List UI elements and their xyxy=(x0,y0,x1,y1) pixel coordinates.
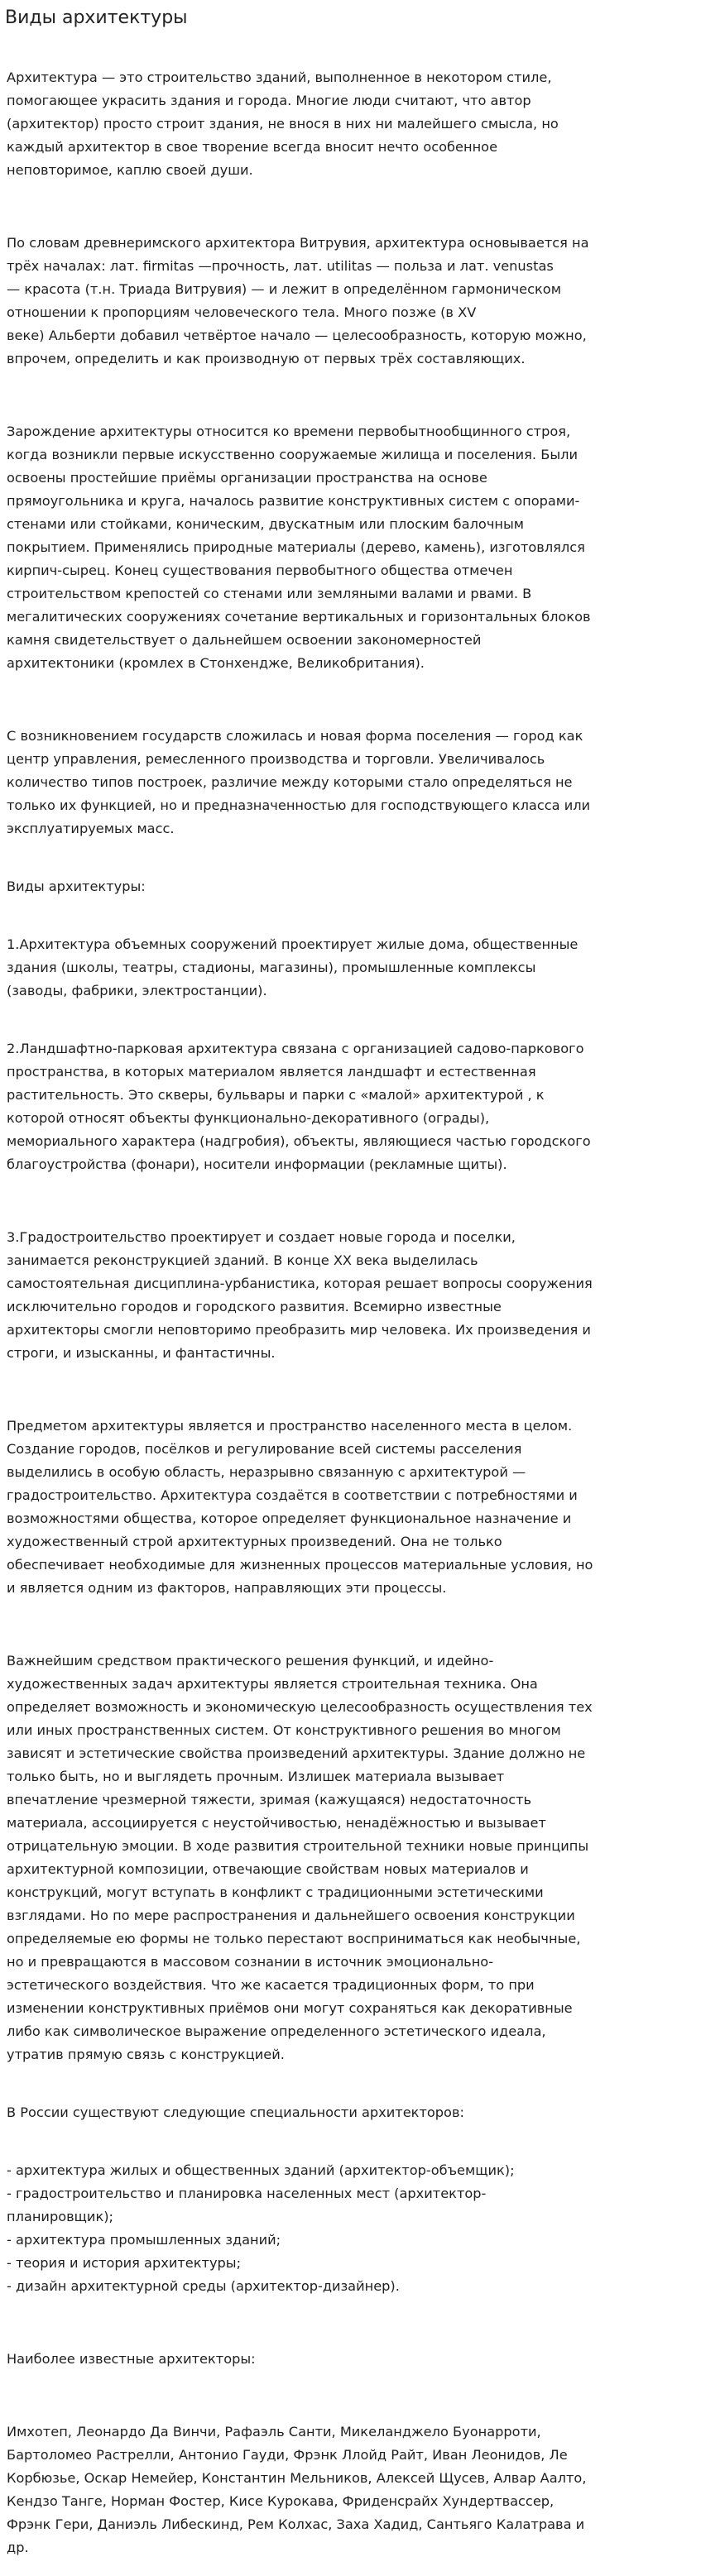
types-heading: Виды архитектуры: xyxy=(7,879,146,894)
type-item-volumetric: 1.Архитектура объемных сооружений проектирует жилые дома, общественные здания (школы, театры, стадионы, магазины), промышленные комплексы (заводы, фабрики, электростанции). xyxy=(7,936,579,998)
type-item-urban-planning: 3.Градостроительство проектирует и создает новые города и поселки, занимается реконструкцией зданий. В конце XX века выделилась самостоятельная дисциплина-урбанистика, которая решает вопросы сооружения исключительно городов и городского развития. Всемирно известные архитекторы смогли неповторимо преобразить мир человека. Их произведения и строги, и изысканны, и фантастичны. xyxy=(7,1229,593,1361)
paragraph-vitruvius: По словам древнеримского архитектора Витрувия, архитектура основывается на трёх началах: лат. firmitas —прочность, лат. utilitas — польза и лат. venustas — красота (т.н. Триада Витрувия) — и лежит в определённом гармоническом отношении к пропорциям человеческого тела. Много позже (в XV веке) Альберти добавил четвёртое начало — целесообразность, которую можно, впрочем, определить и как производную от первых трёх составляющих. xyxy=(7,235,589,366)
specialties-list: - архитектура жилых и общественных зданий (архитектор-объемщик); - градостроительство и планировка населенных мест (архитектор- планировщик); - архитектура промышленных зданий; - теория и история архитектуры; - дизайн архитектурной среды (архитектор-дизайнер). xyxy=(7,2162,515,2294)
type-item-landscape: 2.Ландшафтно-парковая архитектура связана с организацией садово-паркового пространства, в которых материалом является ландшафт и естественная растительность. Это скверы, бульвары и парки с «малой» архитектурой , к которой относят объекты функционально-декоративного (ограды), мемориального характера (надгробия), объекты, являющиеся частью городского благоустройства (фонари), носители информации (рекламные щиты). xyxy=(7,1041,591,1172)
paragraph-origins: Зарождение архитектуры относится ко времени первобытнообщинного строя, когда возникли первые искусственно сооружаемые жилища и поселения. Были освоены простейшие приёмы организации пространства на основе прямоугольника и круга, началось развитие конструктивных систем с опорами- стенами или стойками, коническим, двускатным или плоским балочным покрытием. Применялись природные материалы (дерево, камень), изготовлялся кирпич-сырец. Конец существования первобытного общества отмечен строительством крепостей со стенами или земляными валами и рвами. В мегалитических сооружениях сочетание вертикальных и горизонтальных блоков камня свидетельствует о дальнейшем освоении закономерностей архитектоники (кромлех в Стонхендже, Великобритания). xyxy=(7,424,591,671)
architects-heading: Наиболее известные архитекторы: xyxy=(7,2351,256,2367)
paragraph-technique: Важнейшим средством практического решения функций, и идейно- художественных задач архитектуры является строительная техника. Она определяет возможность и экономическую целесообразность осуществления тех или иных пространственных систем. От конструктивного решения во многом зависят и эстетические свойства произведений архитектуры. Здание должно не только быть, но и выглядеть прочным. Излишек материала вызывает впечатление чрезмерной тяжести, зримая (кажущаяся) недостаточность материала, ассоциируется с неустойчивостью, ненадёжностью и вызывает отрицательную эмоции. В ходе развития строительной техники новые принципы архитектурной композиции, отвечающие свойствам новых материалов и конструкций, могут вступать в конфликт с традиционными эстетическими взглядами. Но по мере распространения и дальнейшего освоения конструкции определяемые ею формы не только перестают восприниматься как необычные, но и превращаются в массовом сознании в источник эмоционально- эстетического воздействия. Что же касается традиционных форм, то при изменении конструктивных приёмов они могут сохраняться как декоративные либо как символическое выражение определенного эстетического идеала, утратив прямую связь с конструкцией. xyxy=(7,1653,593,2062)
paragraph-definition: Архитектура — это строительство зданий, выполненное в некотором стиле, помогающее украсить здания и города. Многие люди считают, что автор (архитектор) просто строит здания, не внося в них ни малейшего смысла, но каждый архитектор в свое творение всегда вносит нечто особенное неповторимое, каплю своей души. xyxy=(7,69,559,178)
architects-list: Имхотеп, Леонардо Да Винчи, Рафаэль Санти, Микеланджело Буонарроти, Бартоломео Растрелли, Антонио Гауди, Фрэнк Ллойд Райт, Иван Леонидов, Ле Корбюзье, Оскар Немейер, Константин Мельников, Алексей Щусев, Алвар Аалто, Кендзо Танге, Норман Фостер, Кисе Курокава, Фриденсрайх Хундертвассер, Фрэнк Гери, Даниэль Либескинд, Рем Колхас, Заха Хадид, Сантьяго Калатрава и др. xyxy=(7,2424,587,2555)
specialties-heading: В России существуют следующие специальности архитекторов: xyxy=(7,2104,464,2120)
paragraph-cities: С возникновением государств сложилась и новая форма поселения — город как центр управления, ремесленного производства и торговли. Увеличивалось количество типов построек, различие между которыми стало определяться не только их функцией, но и предназначенностью для господствующего класса или эксплуатируемых масс. xyxy=(7,728,591,836)
paragraph-space: Предметом архитектуры является и пространство населенного места в целом. Создание городов, посёлков и регулирование всей системы расселения выделились в особую область, неразрывно связанную с архитектурой — градостроительство. Архитектура создаётся в соответствии с потребностями и возможностями общества, которое определяет функциональное назначение и художественный строй архитектурных произведений. Она не только обеспечивает необходимые для жизненных процессов материальные условия, но и является одним из факторов, направляющих эти процессы. xyxy=(7,1418,593,1596)
article-title: Виды архитектуры xyxy=(5,7,188,28)
article-body xyxy=(7,66,695,2559)
